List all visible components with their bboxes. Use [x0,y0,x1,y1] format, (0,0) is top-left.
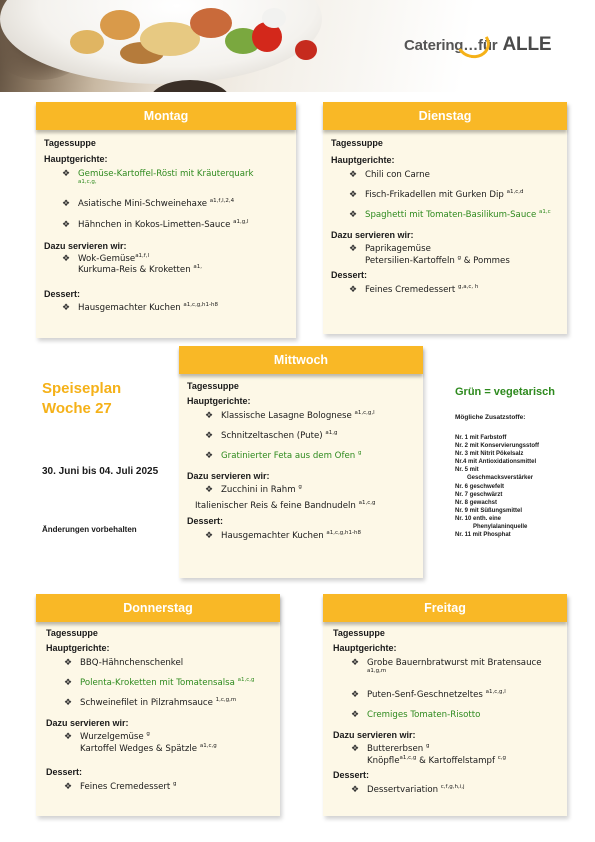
plan-title [42,379,121,419]
dish-name: Zucchini in Rahm [221,485,299,495]
dish-name: Cremiges Tomaten-Risotto [367,710,481,720]
additive-codes: a1,f,l,2,4 [209,198,235,205]
bullet-icon: ❖ [349,210,358,220]
vegetarian-legend: Grün = vegetarisch [455,386,555,398]
bullet-icon: ❖ [64,678,73,688]
menu-item [44,254,290,265]
menu-item [187,485,417,496]
dish-name: Paprikagemüse [365,244,431,254]
additive-codes: g [146,731,150,738]
dish-name: Schnitzeltaschen (Pute) [221,431,326,441]
menu-item [331,210,561,221]
dish-name: Italienischer Reis & feine Bandnudeln [195,501,359,511]
mozzarella [262,8,286,28]
bullet-icon: ❖ [205,431,214,441]
sides-label: Dazu servieren wir: [331,230,414,240]
bullet-icon: ❖ [351,744,360,754]
menu-item [187,531,417,542]
bullet-icon: ❖ [64,782,73,792]
additive-codes: g [298,484,302,491]
additive-codes: g [425,743,430,750]
additive-codes: a1,c [539,209,551,216]
day-title: Mittwoch [179,346,423,374]
bullet-icon: ❖ [349,190,358,200]
additive-codes: a1,c,g [237,677,255,684]
additive-codes: c,f,g,h,i,j [440,784,465,791]
day-card-thursday [36,594,280,816]
additive-item: Nr. 7 geschwärzt [455,491,503,498]
menu-item [44,303,290,314]
dish-name: Wurzelgemüse [80,732,147,742]
bullet-icon: ❖ [349,285,358,295]
menu-item [333,690,561,701]
additive-codes: a1,c,g [399,755,417,762]
day-title: Dienstag [323,102,567,130]
bullet-icon: ❖ [351,785,360,795]
menu-item [333,710,561,721]
additive-item: Nr. 6 geschwefelt [455,483,505,490]
mains-label: Hauptgerichte: [331,155,395,165]
additive-codes: 1,c,g,m [215,697,237,704]
day-card-wednesday [179,346,423,578]
tomato [295,40,317,60]
additive-item: Nr. 2 mit Konservierungsstoff [455,443,540,450]
day-card-friday [323,594,567,816]
catering-logo [404,34,551,64]
dish-name: & Kartoffelstampf [416,756,498,766]
dish-name: Chili con Carne [365,170,430,180]
bullet-icon: ❖ [64,732,73,742]
bullet-icon: ❖ [349,244,358,254]
day-menu [333,628,561,796]
day-menu [331,138,561,296]
dessert-label: Dessert: [44,289,81,299]
bullet-icon: ❖ [349,170,358,180]
mains-label: Hauptgerichte: [44,154,108,164]
additive-item: Nr. 5 mit [455,467,479,474]
additive-item: Nr. 10 enth. eine [455,515,502,522]
menu-item [331,285,561,296]
dish-name: Hähnchen in Kokos-Limetten-Sauce [78,220,234,230]
dish-name: Hausgemachter Kuchen [78,303,184,313]
menu-item [46,744,274,755]
menu-item [187,431,417,442]
soup-label: Tagessuppe [187,381,239,391]
dish-name: Feines Cremedessert [80,782,173,792]
additive-codes: g [173,781,177,788]
menu-item [187,451,417,462]
menu-item [331,244,561,255]
menu-item [46,678,274,689]
menu-item [44,265,290,276]
additive-item: Phenylalaninquelle [473,524,528,531]
bullet-icon: ❖ [64,698,73,708]
menu-item [333,785,561,796]
menu-item [46,782,274,793]
sides-label: Dazu servieren wir: [333,730,416,740]
plan-title-line2: Woche 27 [42,400,112,417]
menu-item [44,199,290,210]
menu-item [46,658,274,669]
dish-name: Fisch-Frikadellen mit Gurken Dip [365,190,507,200]
day-card-tuesday [323,102,567,334]
logo-swoosh-icon [453,24,494,62]
additive-item: Nr. 11 mit Phosphat [455,532,511,539]
additive-codes: a1,c,g, [78,179,97,186]
day-card-monday [36,102,296,338]
menu-item [333,744,561,755]
additive-codes: a1,c,g,h1-h8 [183,302,219,309]
day-menu [44,138,290,314]
soup-label: Tagessuppe [46,628,98,638]
dessert-label: Dessert: [46,767,83,777]
additive-codes: a1,c,g,h1-h8 [326,530,362,537]
logo-text-big: ALLE [502,34,552,55]
additive-item: Nr. 1 mit Farbstoff [455,435,507,441]
mains-label: Hauptgerichte: [333,643,397,653]
dish-name: BBQ-Hähnchenschenkel [80,658,184,668]
dish-name: Schweinefilet in Pilzrahmsauce [80,698,216,708]
mains-label: Hauptgerichte: [187,396,251,406]
bullet-icon: ❖ [62,199,71,209]
dish-name: Dessertvariation [367,785,441,795]
additive-item: Nr.4 mit Antioxidationsmittel [455,459,537,466]
dish-name: Buttererbsen [367,744,426,754]
additive-codes: g [357,450,362,457]
additive-codes: a1,f,l [135,253,150,260]
additive-codes: a1,c,g,l [354,410,375,417]
menu-item [331,170,561,181]
dish-name: Kartoffel Wedges & Spätzle [80,744,200,754]
additive-codes: a1, [193,264,203,271]
additive-codes: a1,c,g [358,500,376,507]
food-piece [70,30,104,54]
menu-item [333,756,561,767]
additive-codes: c,g [497,755,507,762]
additive-item: Nr. 8 gewachst [455,499,498,506]
dish-name: Knöpfle [367,756,400,766]
menu-item [44,169,290,191]
dish-name: Petersilien-Kartoffeln [365,256,458,266]
menu-item [333,658,561,680]
dish-name: Wok-Gemüse [78,254,136,264]
dessert-label: Dessert: [333,770,370,780]
dish-name: Gratinierter Feta aus dem Ofen [221,451,358,461]
bullet-icon: ❖ [351,658,360,668]
dish-name: Kurkuma-Reis & Kroketten [78,265,194,275]
dish-name: Gemüse-Kartoffel-Rösti mit Kräuterquark [78,169,254,179]
additives-title: Mögliche Zusatzstoffe: [455,414,526,421]
bullet-icon: ❖ [64,658,73,668]
food-piece [100,10,140,40]
day-menu [187,381,417,542]
additive-codes: a1,g [325,430,338,437]
bullet-icon: ❖ [351,710,360,720]
additive-codes: a1,g,m [367,668,387,675]
dish-name: & Pommes [461,256,510,266]
dessert-label: Dessert: [331,270,368,280]
menu-item [187,501,417,512]
bullet-icon: ❖ [205,531,214,541]
plan-dates: 30. Juni bis 04. Juli 2025 [42,466,159,477]
bullet-icon: ❖ [205,485,214,495]
bullet-icon: ❖ [62,254,71,264]
changes-note: Änderungen vorbehalten [42,525,137,534]
dish-name: Puten-Senf-Geschnetzeltes [367,690,486,700]
menu-item [46,732,274,743]
additive-codes: a1,c,g [199,743,217,750]
soup-label: Tagessuppe [331,138,383,148]
bullet-icon: ❖ [205,451,214,461]
logo-text: Catering…für [404,37,498,54]
bullet-icon: ❖ [205,411,214,421]
menu-item [331,190,561,201]
dessert-label: Dessert: [187,516,224,526]
sides-label: Dazu servieren wir: [44,241,127,251]
food-piece [190,8,232,38]
additive-codes: a1,c,g,l [485,689,506,696]
plan-title-line1: Speiseplan [42,380,122,397]
dish-name: Hausgemachter Kuchen [221,531,327,541]
day-title: Donnerstag [36,594,280,622]
bullet-icon: ❖ [62,169,71,179]
menu-item [187,411,417,422]
bullet-icon: ❖ [62,303,71,313]
additive-item: Nr. 3 mit Nitrit Pökelsalz [455,451,524,458]
header-banner [0,0,595,92]
day-title: Montag [36,102,296,130]
additive-codes: a1,g,l [233,219,249,226]
additive-codes: a1,c,d [506,189,524,196]
sides-label: Dazu servieren wir: [187,471,270,481]
sides-label: Dazu servieren wir: [46,718,129,728]
additive-item: Nr. 9 mit Süßungsmittel [455,507,523,514]
mains-label: Hauptgerichte: [46,643,110,653]
dish-name: Feines Cremedessert [365,285,458,295]
additive-codes: g [457,255,462,262]
additive-item: Geschmacksverstärker [467,475,534,482]
additives-list [455,434,585,539]
dish-name: Klassische Lasagne Bolognese [221,411,355,421]
soup-label: Tagessuppe [333,628,385,638]
day-title: Freitag [323,594,567,622]
bullet-icon: ❖ [351,690,360,700]
dish-name: Grobe Bauernbratwurst mit Bratensauce [367,658,542,668]
menu-item [46,698,274,709]
bullet-icon: ❖ [62,220,71,230]
dish-name: Spaghetti mit Tomaten-Basilikum-Sauce [365,210,540,220]
menu-item [44,220,290,231]
dish-name: Polenta-Kroketten mit Tomatensalsa [80,678,238,688]
additive-codes: g,a,c, h [458,284,479,291]
dish-name: Asiatische Mini-Schweinehaxe [78,199,210,209]
menu-item [331,256,561,267]
soup-label: Tagessuppe [44,138,96,148]
day-menu [46,628,274,793]
